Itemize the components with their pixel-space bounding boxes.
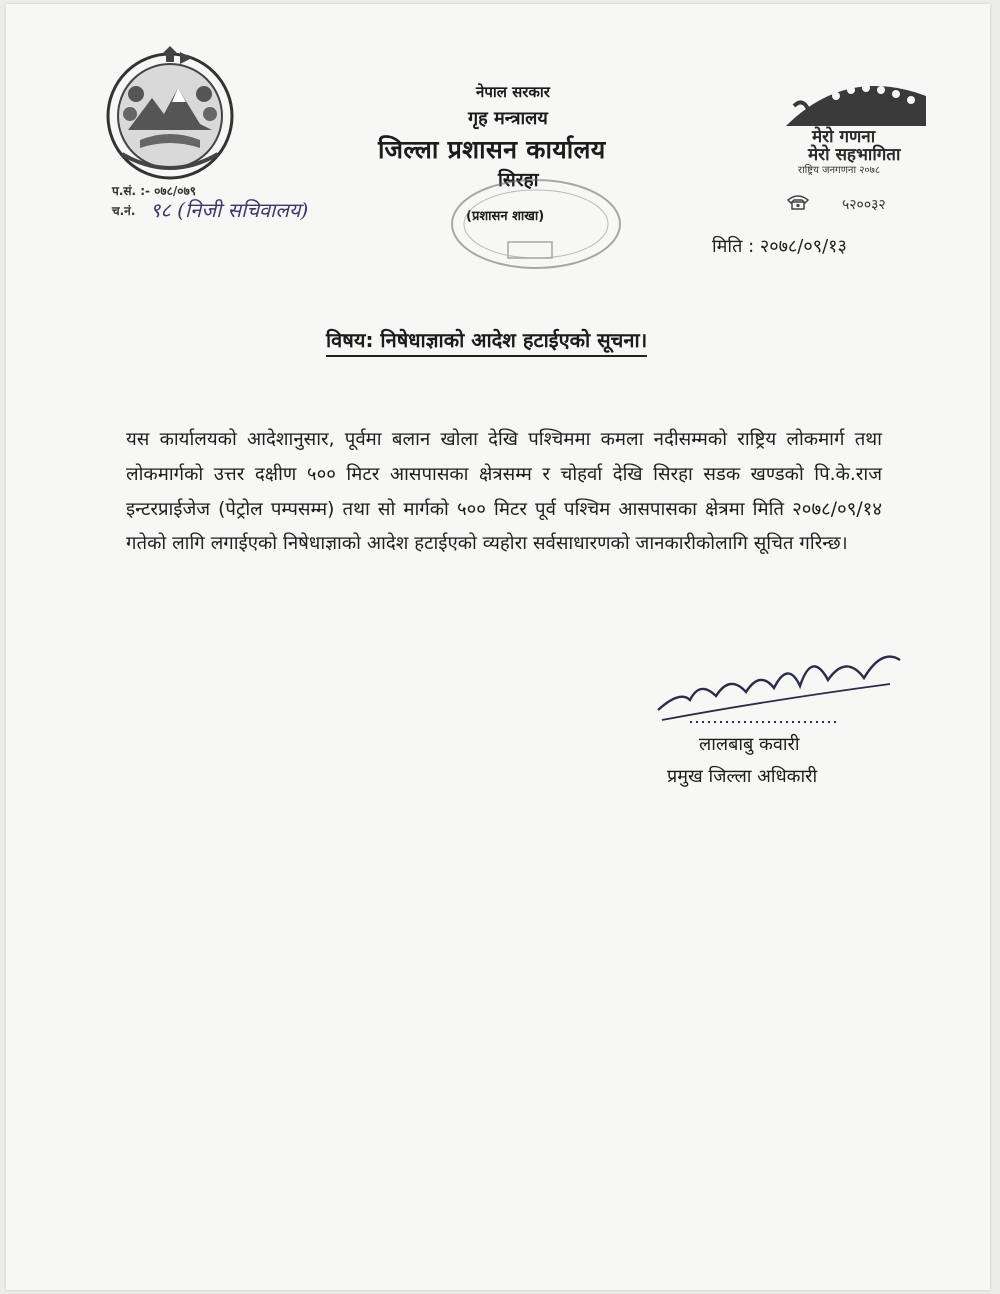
reference-cn-label: च.नं. xyxy=(112,204,136,218)
census-caption: राष्ट्रिय जनगणना २०७८ xyxy=(798,165,881,176)
reference-cn-handwritten: ९८ (निजी सचिवालय) xyxy=(150,198,309,222)
telephone-icon xyxy=(786,194,810,210)
office-heading: जिल्ला प्रशासन कार्यालय xyxy=(378,135,606,164)
ministry-heading: गृह मन्त्रालय xyxy=(468,108,548,129)
signature-icon xyxy=(650,630,910,730)
phone-number: ५२००३२ xyxy=(842,197,886,213)
notice-body: यस कार्यालयको आदेशानुसार, पूर्वमा बलान खोला देखि पश्चिममा कमला नदीसम्मको राष्ट्रिय लोकमार्ग तथा लोकमार्गको उत्तर दक्षीण ५०० मिटर आसपासका क्षेत्रसम्म र चोहर्वा देखि सिरहा सडक खण्डको पि.के.राज इन्टरप्राईजेज (पेट्रोल पम्पसम्म) तथा सो मार्गको ५०० मिटर पूर्व पश्चिम आसपासका क्षेत्रमा मिति २०७८/०९/१४ गतेको लागि लगाईएको निषेधाज्ञाको आदेश हटाईएको व्यहोरा सर्वसाधारणको जानकारीकोलागि सूचित गरिन्छ। xyxy=(126,429,882,555)
census-slogan-2: मेरो सहभागिता xyxy=(808,145,901,165)
signatory-title: प्रमुख जिल्ला अधिकारी xyxy=(667,766,818,787)
nepal-emblem-icon xyxy=(100,44,240,184)
district-heading: सिरहा xyxy=(498,169,539,191)
signatory-name: लालबाबु कवारी xyxy=(699,734,800,755)
subject-line: विषय: निषेधाज्ञाको आदेश हटाईएको सूचना। xyxy=(326,326,647,357)
census-slogan-1: मेरो गणना xyxy=(812,127,876,147)
branch-heading: (प्रशासन शाखा) xyxy=(466,209,545,224)
government-heading: नेपाल सरकार xyxy=(476,83,550,101)
letter-date: मिति : २०७८/०९/१३ xyxy=(712,236,847,257)
reference-ps: प.सं. :- ०७८/०७९ xyxy=(112,184,197,198)
office-stamp-icon xyxy=(446,178,622,278)
